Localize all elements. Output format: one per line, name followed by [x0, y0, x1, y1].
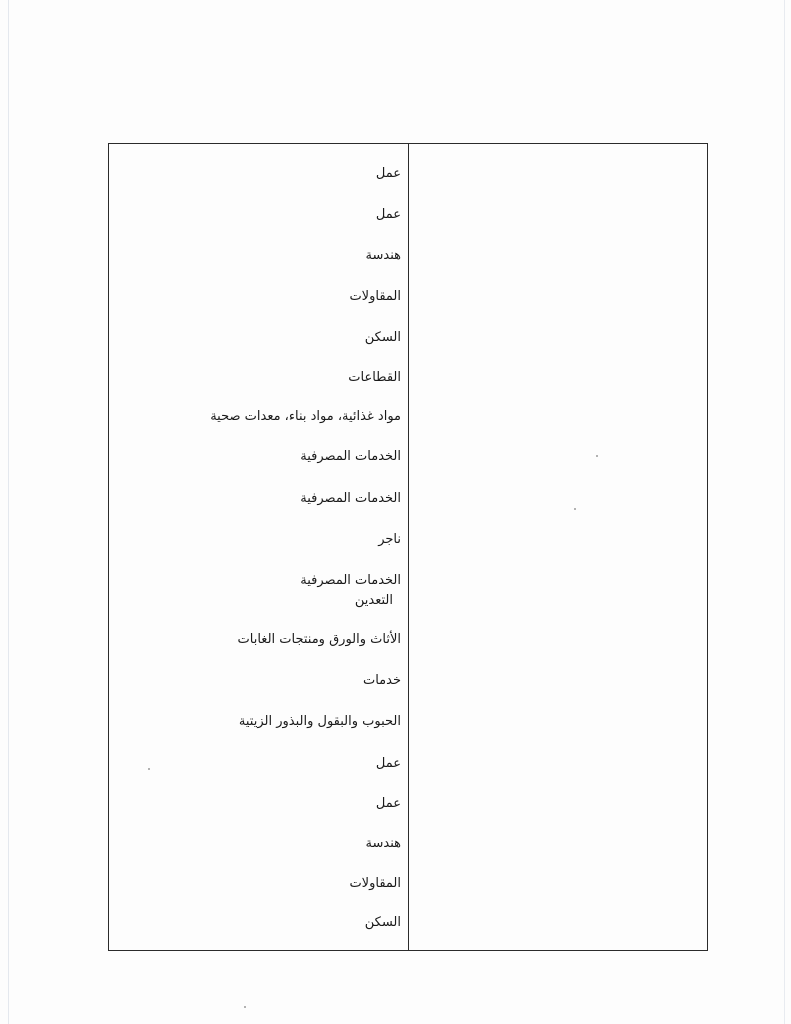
table-entry: السكن	[364, 330, 401, 345]
table-entry: القطاعات	[348, 370, 401, 385]
scan-speck	[596, 455, 598, 457]
table-entry: عمل	[375, 796, 401, 811]
table-entry: الخدمات المصرفية	[300, 449, 401, 464]
table-entry: هندسة	[365, 248, 401, 263]
table-entry: المقاولات	[349, 876, 401, 891]
table-entry: عمل	[375, 207, 401, 222]
scan-speck	[148, 768, 150, 770]
page-edge-right	[784, 0, 785, 1024]
sector-table	[108, 143, 708, 951]
table-entry: الخدمات المصرفية	[300, 573, 401, 588]
scan-speck	[574, 508, 576, 510]
table-entry: الحبوب والبقول والبذور الزيتية	[238, 714, 401, 729]
table-left-column	[109, 144, 408, 950]
table-right-column	[409, 144, 707, 950]
table-entry: عمل	[375, 756, 401, 771]
table-entry: عمل	[375, 166, 401, 181]
page-edge-left	[8, 0, 9, 1024]
table-entry: ناجر	[378, 532, 401, 547]
table-entry: مواد غذائية، مواد بناء، معدات صحية	[210, 409, 401, 424]
scan-speck	[244, 1006, 246, 1008]
table-entry: الأثاث والورق ومنتجات الغابات	[237, 632, 401, 647]
table-entry: الخدمات المصرفية	[300, 491, 401, 506]
table-entry: التعدين	[354, 593, 393, 608]
table-entry: السكن	[364, 915, 401, 930]
table-entry: خدمات	[362, 673, 401, 688]
table-entry: هندسة	[365, 836, 401, 851]
table-entry: المقاولات	[349, 289, 401, 304]
